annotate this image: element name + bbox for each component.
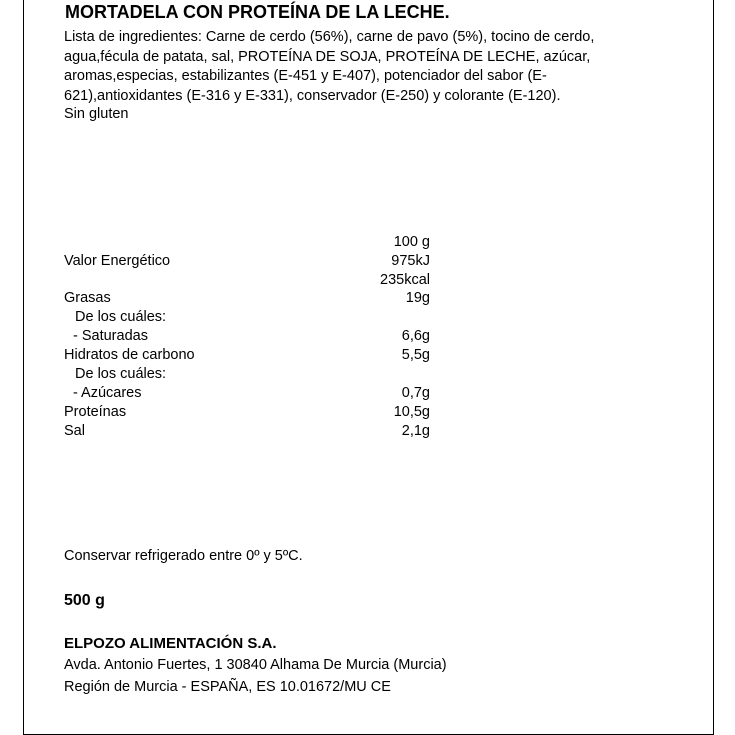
gluten-free-note: Sin gluten bbox=[64, 106, 129, 122]
energy-label: Valor Energético bbox=[64, 253, 171, 269]
carbs-label: Hidratos de carbono bbox=[64, 347, 195, 363]
salt-value: 2,1g bbox=[401, 423, 430, 439]
fat-label: Grasas bbox=[64, 290, 111, 306]
net-weight: 500 g bbox=[64, 592, 105, 609]
company-address: Avda. Antonio Fuertes, 1 30840 Alhama De Murcia (Murcia) bbox=[64, 657, 447, 673]
carbs-value: 5,5g bbox=[401, 347, 430, 363]
carbs-of-which-label: De los cuáles: bbox=[75, 366, 167, 382]
protein-label: Proteínas bbox=[64, 404, 127, 420]
saturated-value: 6,6g bbox=[401, 328, 430, 344]
fat-value: 19g bbox=[405, 290, 430, 306]
product-title: MORTADELA CON PROTEÍNA DE LA LECHE. bbox=[65, 2, 450, 22]
fat-of-which-label: De los cuáles: bbox=[75, 309, 167, 325]
protein-value: 10,5g bbox=[393, 404, 430, 420]
storage-instructions: Conservar refrigerado entre 0º y 5ºC. bbox=[64, 548, 303, 564]
saturated-label: - Saturadas bbox=[73, 328, 148, 344]
ingredients-list: Lista de ingredientes: Carne de cerdo (56%), carne de pavo (5%), tocino de cerdo, agua,fécula de patata, sal, PROTEÍNA DE SOJA, PROTEÍNA DE LECHE, azúcar, aromas,especias, estabilizantes (E-451 y E-407), potenciador del sabor (E-621),antioxidantes (E-316 y E-331), conservador (E-250) y colorante (E-120). bbox=[64, 29, 595, 104]
company-name: ELPOZO ALIMENTACIÓN S.A. bbox=[64, 635, 277, 652]
energy-kcal-value: 235kcal bbox=[380, 272, 430, 288]
salt-label: Sal bbox=[64, 423, 85, 439]
company-region: Región de Murcia - ESPAÑA, ES 10.01672/MU CE bbox=[64, 679, 391, 695]
nutrition-header-value: 100 g bbox=[393, 234, 430, 250]
sugars-label: - Azúcares bbox=[73, 385, 142, 401]
energy-kj-value: 975kJ bbox=[391, 253, 430, 269]
sugars-value: 0,7g bbox=[401, 385, 430, 401]
